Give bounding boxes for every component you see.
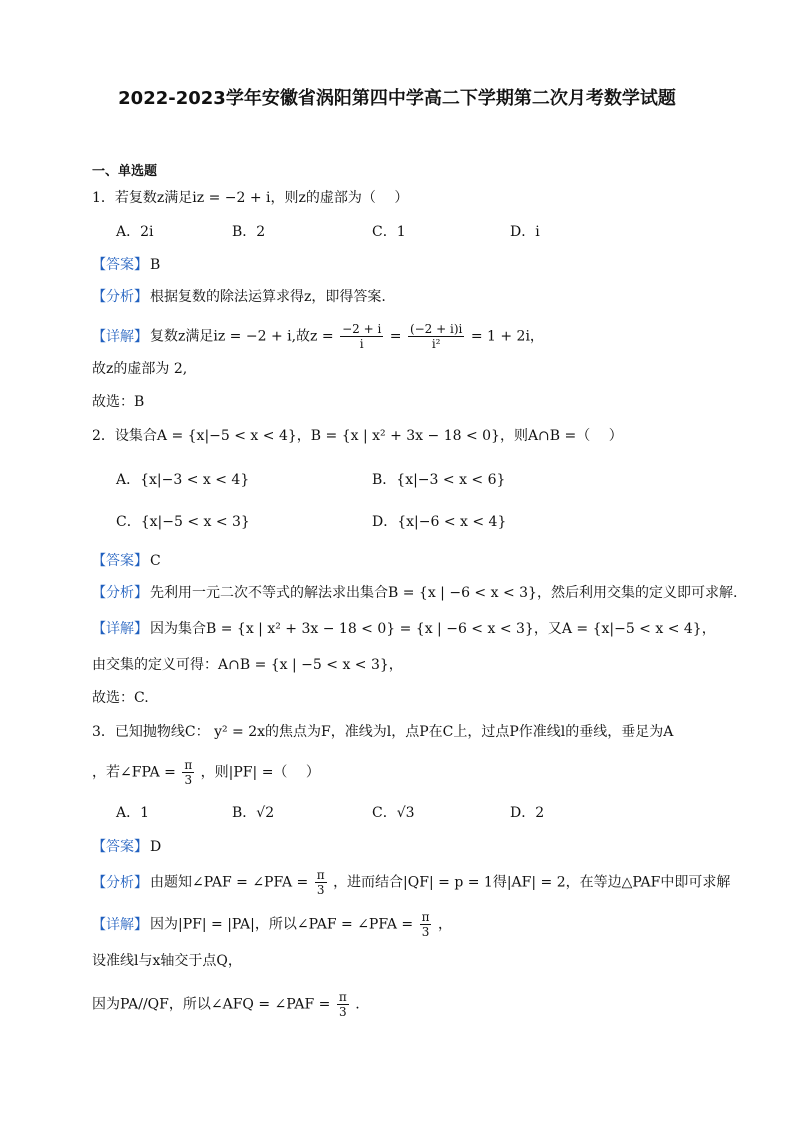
fraction-denominator: 3 [421,925,430,939]
answer-tag: 【答案】 [92,553,148,569]
q3-option-a: A．1 [116,805,150,821]
section-heading: 一、单选题 [92,164,158,179]
q2-analysis-line [92,583,737,603]
detail-tag: 【详解】 [92,621,148,637]
fraction-numerator: π [421,910,430,924]
q3-line3-fraction [337,990,349,1019]
fraction-denominator: 3 [316,883,325,897]
q1-fraction-2 [408,322,464,351]
answer-tag: 【答案】 [92,839,148,855]
q1-detail-line-3: 故选：B [92,394,145,410]
analysis-tag: 【分析】 [92,289,148,305]
q3-detail-line [92,910,452,939]
q3-stem-post: ，则|PF| =（ ） [200,764,320,781]
fraction-denominator: 3 [338,1005,347,1019]
q2-answer-line [92,551,161,571]
q2-detail: 因为集合B = {x | x² + 3x − 18 < 0} = {x | −6 < x < 3}，又A = {x|−5 < x < 4}， [150,621,716,637]
analysis-tag: 【分析】 [92,585,148,601]
q2-detail-line-3: 故选：C. [92,690,149,706]
q3-answer-line [92,837,161,857]
q1-stem: 1．若复数z满足iz = −2 + i，则z的虚部为（ ） [92,190,409,206]
fraction-denominator: 3 [184,773,193,787]
q2-stem: 2．设集合A = {x|−5 < x < 4}，B = {x | x² + 3x − 18 < 0}，则A∩B =（ ） [92,428,623,444]
q3-analysis-pre: 由题知∠PAF = ∠PFA = [150,874,309,891]
q3-option-c: C．√3 [372,805,415,821]
q3-detail-line-3 [92,990,360,1019]
q1-option-b: B．2 [232,224,266,240]
q3-stem-line-2 [92,758,320,787]
q3-analysis-line [92,868,730,897]
q2-detail-line-2: 由交集的定义可得：A∩B = {x | −5 < x < 3}， [92,657,403,673]
q3-stem-pre: ，若∠FPA = [92,764,176,781]
fraction-numerator: −2 + i [342,322,382,336]
q1-option-c: C．1 [372,224,406,240]
q1-detail-pre: 复数z满足iz = −2 + i,故z = [150,328,334,345]
q1-answer-line [92,255,160,275]
q1-fraction-1 [340,322,383,351]
q3-analysis-fraction [315,868,327,897]
q3-line3-pre: 因为PA//QF，所以∠AFQ = ∠PAF = [92,996,331,1013]
q1-equals: = [389,328,402,345]
q2-option-d: D．{x|−6 < x < 4} [372,514,507,530]
page-title: 2022-2023学年安徽省涡阳第四中学高二下学期第二次月考数学试题 [118,88,676,109]
detail-tag: 【详解】 [92,328,148,345]
q3-stem-line-1: 3．已知抛物线C： y² = 2x的焦点为F，准线为l，点P在C上，过点P作准线l的垂线，垂足为A [92,724,674,740]
q2-option-c: C．{x|−5 < x < 3} [116,514,250,530]
q3-analysis-post: ，进而结合|QF| = p = 1得|AF| = 2，在等边△PAF中即可求解 [333,874,731,891]
fraction-denominator: i² [431,337,441,351]
answer-tag: 【答案】 [92,257,148,273]
q2-answer: C [150,553,161,569]
q3-option-d: D．2 [510,805,545,821]
q2-option-b: B．{x|−3 < x < 6} [372,472,506,488]
detail-tag: 【详解】 [92,916,148,933]
analysis-tag: 【分析】 [92,874,148,891]
q3-fraction-pi-over-3 [182,758,194,787]
fraction-denominator: i [359,337,364,351]
fraction-numerator: π [184,758,193,772]
q1-option-d: D．i [510,224,540,240]
q2-detail-line [92,619,716,639]
fraction-numerator: (−2 + i)i [409,322,463,336]
fraction-numerator: π [338,990,347,1004]
q3-detail-post: ， [437,916,452,933]
q1-answer: B [150,257,161,273]
q1-option-a: A．2i [116,224,154,240]
q1-detail-line-2: 故z的虚部为 2, [92,361,188,377]
q3-detail-line-2: 设准线l与x轴交于点Q， [92,953,242,969]
q1-analysis-line [92,287,386,307]
q3-option-b: B．√2 [232,805,275,821]
q1-detail-line [92,322,544,351]
q3-answer: D [150,839,162,855]
q2-option-a: A．{x|−3 < x < 4} [116,472,250,488]
fraction-numerator: π [316,868,325,882]
q2-analysis: 先利用一元二次不等式的解法求出集合B = {x | −6 < x < 3}，然后利用交集的定义即可求解. [150,585,738,601]
q1-analysis: 根据复数的除法运算求得z，即得答案. [150,289,386,305]
q1-detail-post: = 1 + 2i， [470,328,544,345]
q3-line3-post: . [355,996,360,1013]
q3-detail-fraction [420,910,432,939]
q3-detail-pre: 因为|PF| = |PA|，所以∠PAF = ∠PFA = [150,916,414,933]
